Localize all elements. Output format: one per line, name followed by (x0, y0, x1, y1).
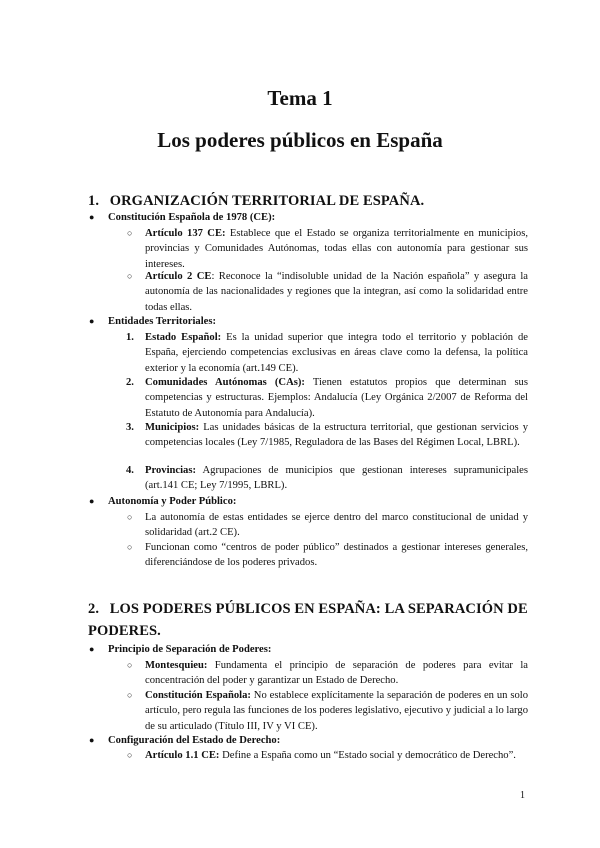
list-item-autonomia-2 (127, 540, 528, 571)
section-1-title: ORGANIZACIÓN TERRITORIAL DE ESPAÑA. (109, 193, 425, 209)
list-item-art11 (127, 748, 528, 763)
item-text: Tienen estatutos propios que determinan sus competencias y estructuras. Ejemplos: Andalucía (Ley Orgánica 2/2007 de Reforma del Estatuto de Autonomía para Andalucía). (145, 377, 528, 419)
item-lead: Comunidades Autónomas (CAs): (145, 377, 305, 388)
bullet-principio (89, 642, 528, 657)
list-item-autonomia-1 (127, 510, 528, 541)
circle-bullet-icon: ○ (127, 271, 133, 281)
circle-bullet-icon: ○ (127, 542, 133, 552)
list-item-art2 (127, 269, 528, 315)
bullet-icon: ● (89, 212, 95, 222)
numbered-item-cas (126, 375, 528, 421)
bullet-label: Constitución Española de 1978 (CE): (108, 212, 276, 223)
item-lead: Municipios: (145, 422, 200, 433)
bullet-icon: ● (89, 496, 95, 506)
bullet-icon: ● (89, 735, 95, 745)
item-lead: Estado Español: (145, 332, 222, 343)
item-number: 4. (126, 465, 134, 476)
item-number: 1. (126, 332, 134, 343)
page-title: Tema 1 (267, 86, 333, 110)
item-lead: Constitución Española: (145, 690, 251, 701)
circle-bullet-icon: ○ (127, 660, 133, 670)
list-item-art137 (127, 226, 528, 272)
bullet-icon: ● (89, 316, 95, 326)
bullet-label: Autonomía y Poder Público: (108, 496, 237, 507)
item-lead: Artículo 137 CE: (145, 228, 226, 239)
item-text: Agrupaciones de municipios que gestionan intereses supramunicipales (art.141 CE; Ley 7/1995, LBRL). (145, 465, 528, 492)
item-lead: Artículo 2 CE (145, 271, 212, 282)
item-number: 3. (126, 422, 134, 433)
item-text: Establece que el Estado se organiza territorialmente en municipios, provincias y Comunidades Autónomas, todas ellas con autonomía para gestionar sus intereses. (145, 228, 528, 270)
item-number: 2. (126, 377, 134, 388)
item-lead: Provincias: (145, 465, 197, 476)
bullet-label: Configuración del Estado de Derecho: (108, 735, 281, 746)
numbered-item-provincias (126, 463, 528, 494)
section-2-title: LOS PODERES PÚBLICOS EN ESPAÑA: LA SEPARACIÓN DE PODERES. (88, 601, 528, 639)
page-number: 1 (520, 790, 525, 801)
list-item-montesquieu (127, 658, 528, 689)
item-text: Define a España como un “Estado social y democrático de Derecho”. (219, 750, 516, 761)
item-text: Es la unidad superior que integra todo el territorio y población de España, ejerciendo competencias exclusivas en áreas clave como la defensa, la política exterior y la economía (art.149 CE). (145, 332, 528, 374)
section-1-heading (88, 190, 528, 212)
item-text: Fundamenta el principio de separación de poderes para evitar la concentración del poder y garantizar un Estado de Derecho. (145, 660, 528, 687)
page-subtitle: Los poderes públicos en España (157, 128, 443, 152)
bullet-constitucion (89, 210, 528, 225)
item-lead: Montesquieu: (145, 660, 208, 671)
list-item-constitucion (127, 688, 528, 734)
section-2-number: 2. (88, 601, 100, 617)
circle-bullet-icon: ○ (127, 228, 133, 238)
numbered-item-municipios (126, 420, 528, 451)
section-2-heading (88, 598, 528, 642)
bullet-entidades (89, 314, 528, 329)
item-text: Funcionan como “centros de poder público” destinados a gestionar intereses generales, diferenciándose de los poderes privados. (145, 542, 528, 569)
bullet-label: Principio de Separación de Poderes: (108, 644, 272, 655)
item-text: : Reconoce la “indisoluble unidad de la Nación española” y asegura la autonomía de las nacionalidades y regiones que la integran, así como la solidaridad entre todas ellas. (145, 271, 528, 313)
item-text: Las unidades básicas de la estructura territorial, que gestionan servicios y competencias locales (Ley 7/1985, Reguladora de las Bases del Régimen Local, LBRL). (145, 422, 528, 449)
bullet-label: Entidades Territoriales: (108, 316, 216, 327)
circle-bullet-icon: ○ (127, 512, 133, 522)
bullet-autonomia (89, 494, 528, 509)
numbered-item-estado (126, 330, 528, 376)
item-text: No establece explícitamente la separación de poderes en un solo artículo, pero regula las funciones de los poderes legislativo, ejecutivo y judicial a lo largo de su articulado (Título III, IV y VI CE). (145, 690, 528, 732)
bullet-configuracion (89, 733, 528, 748)
circle-bullet-icon: ○ (127, 690, 133, 700)
item-lead: Artículo 1.1 CE: (145, 750, 220, 761)
section-1-number: 1. (88, 193, 100, 209)
circle-bullet-icon: ○ (127, 750, 133, 760)
bullet-icon: ● (89, 644, 95, 654)
item-text: La autonomía de estas entidades se ejerce dentro del marco constitucional de unidad y solidaridad (art.2 CE). (145, 512, 528, 539)
